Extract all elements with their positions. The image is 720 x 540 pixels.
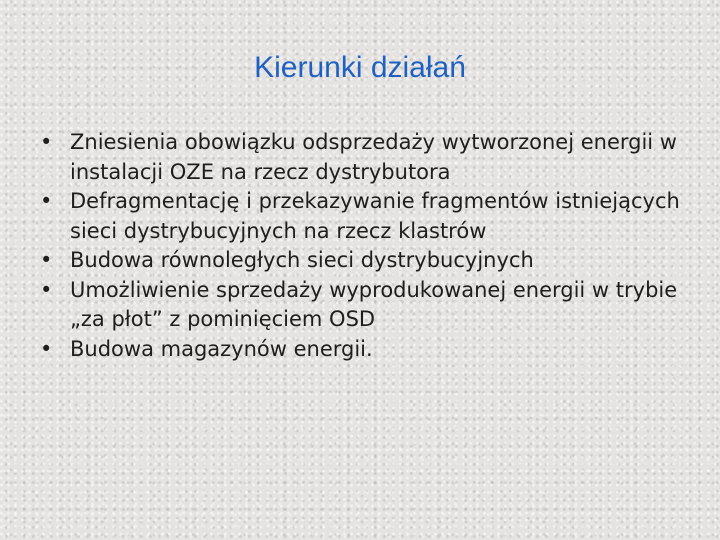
list-item — [40, 335, 680, 365]
list-item — [40, 246, 680, 276]
list-item — [40, 187, 680, 246]
bullet-text: Umożliwienie sprzedaży wyprodukowanej energii w trybie „za płot” z pominięciem OSD — [70, 277, 678, 331]
slide-title: Kierunki działań — [254, 51, 466, 84]
bullet-icon: • — [40, 336, 53, 361]
bullet-text: Defragmentację i przekazywanie fragmentów istniejących sieci dystrybucyjnych na rzecz klastrów — [70, 189, 680, 243]
bullet-text: Budowa magazynów energii. — [70, 336, 373, 361]
list-item — [40, 128, 680, 187]
bullet-icon: • — [40, 130, 53, 154]
list-item — [40, 276, 680, 335]
bullet-icon: • — [40, 277, 53, 302]
bullet-text: Budowa równoległych sieci dystrybucyjnych — [70, 248, 534, 272]
bullet-icon: • — [40, 189, 53, 213]
bullet-list — [40, 128, 680, 364]
bullet-icon: • — [40, 248, 53, 272]
bullet-text: Zniesienia obowiązku odsprzedaży wytworzonej energii w instalacji OZE na rzecz dystrybutora — [70, 130, 677, 184]
